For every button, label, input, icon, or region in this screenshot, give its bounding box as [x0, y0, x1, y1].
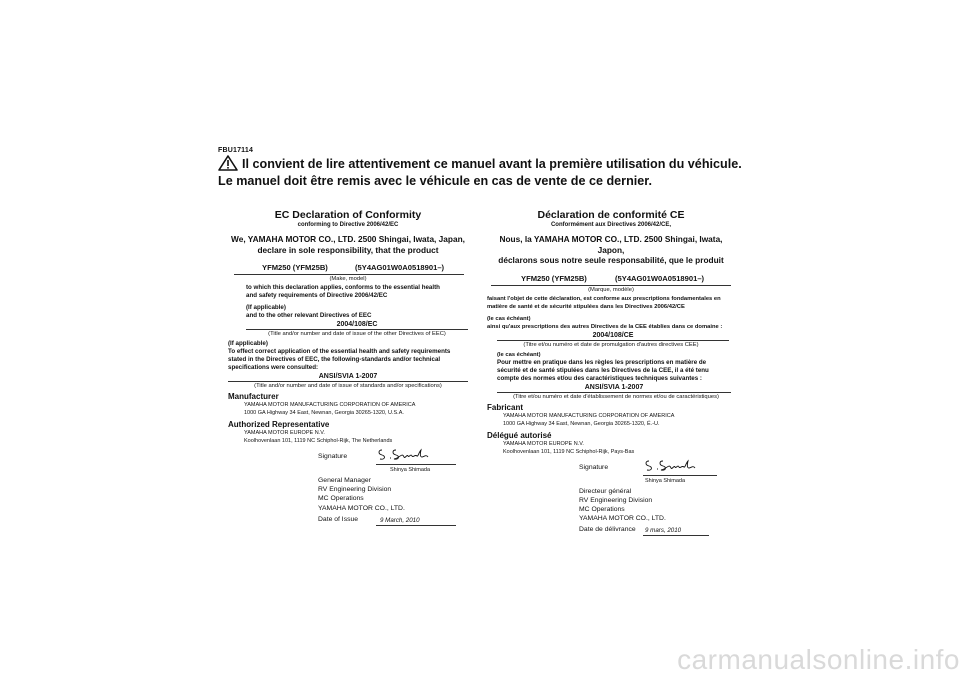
signature-row — [318, 449, 468, 467]
directive-number: 2004/108/EC — [246, 320, 468, 330]
manufacturer-heading: Fabricant — [487, 402, 524, 412]
declaration-title: EC Declaration of Conformity — [274, 209, 422, 221]
if-applicable-label: (le cas échéant) — [497, 351, 541, 358]
directive-caption: (Titre et/ou numéro et date de promulgation d'autres directives CEE) — [523, 341, 699, 348]
signature-block — [318, 449, 468, 529]
standards-paragraph: Pour mettre en pratique dans les règles les prescriptions en matière de sécurité et de santé stipulées dans les Directives de la CEE, il a été tenu compte des normes et/ou des caractéristiques techniques suivantes : — [497, 358, 709, 382]
if-applicable-label: (If applicable) — [246, 304, 286, 311]
directive-number: 2004/108/CE — [497, 331, 729, 341]
standards-paragraph: To effect correct application of the essential health and safety requirements stated in the Directives of EEC, the following-standards and/or technical specifications were consulted: — [228, 348, 451, 371]
representative-name: YAMAHA MOTOR EUROPE N.V. — [244, 430, 325, 436]
declaration-fr — [487, 209, 735, 539]
declaration-statement: Nous, la YAMAHA MOTOR CO., LTD. 2500 Shingai, Iwata, Japon, déclarons sous notre seule responsabilité, que le produit — [498, 234, 724, 265]
model-line — [234, 262, 464, 275]
warning-triangle-icon — [218, 155, 238, 171]
signature-line — [643, 475, 717, 476]
model-caption: (Make, model) — [329, 276, 367, 282]
model-vin: (5Y4AG01W0A0518901–) — [615, 273, 705, 283]
signature-line — [376, 464, 456, 465]
declaration-statement: We, YAMAHA MOTOR CO., LTD. 2500 Shingai, Iwata, Japan, declare in sole responsibility, that the product — [231, 234, 465, 255]
if-applicable-label: (le cas échéant) — [487, 315, 531, 322]
model-line — [491, 273, 731, 286]
representative-address: Koolhovenlaan 101, 1119 NC Schiphol-Rijk, Pays-Bas — [503, 448, 635, 455]
conformity-paragraph: faisant l'objet de cette déclaration, est conforme aux prescriptions fondamentales en matière de santé et de sécurité stipulées dans les Directives 2006/42/CE — [487, 295, 721, 310]
model-name: YFM250 (YFM25B) — [521, 273, 587, 283]
handwritten-signature-icon — [376, 446, 432, 462]
manufacturer-name: YAMAHA MOTOR MANUFACTURING CORPORATION OF AMERICA — [503, 412, 675, 419]
manufacturer-heading: Manufacturer — [228, 392, 279, 401]
issue-date-line — [376, 525, 456, 526]
signature-block — [579, 460, 735, 540]
directive-caption: (Title and/or number and date of issue of the other Directives of EEC) — [268, 331, 446, 337]
issue-date-row — [318, 515, 468, 529]
signatory-title: Directeur général RV Engineering Division MC Operations YAMAHA MOTOR CO., LTD. — [579, 487, 666, 523]
manufacturer-address: 1000 GA Highway 34 East, Newnan, Georgia 30265-1320, É.-U. — [503, 420, 660, 427]
representative-address: Koolhovenlaan 101, 1119 NC Schiphol-Rijk, The Netherlands — [244, 438, 393, 444]
conformity-paragraph: to which this declaration applies, conforms to the essential health and safety requirements of Directive 2006/42/EC — [246, 284, 440, 299]
signatory-title: General Manager RV Engineering Division MC Operations YAMAHA MOTOR CO., LTD. — [318, 477, 405, 512]
model-caption: (Marque, modèle) — [588, 286, 634, 293]
issue-date-label: Date de délivrance — [579, 526, 636, 534]
issue-date-label: Date of Issue — [318, 515, 359, 523]
issue-date-line — [643, 535, 709, 536]
signature-row — [579, 460, 735, 478]
model-name: YFM250 (YFM25B) — [262, 263, 328, 272]
other-directives-text: and to the other relevant Directives of EEC — [246, 312, 372, 319]
issue-date-value: 9 March, 2010 — [380, 516, 420, 524]
representative-name: YAMAHA MOTOR EUROPE N.V. — [503, 440, 584, 447]
signature-label: Signature — [579, 463, 609, 471]
declaration-subtitle: Conformément aux Directives 2006/42/CE, — [550, 222, 672, 228]
manufacturer-name: YAMAHA MOTOR MANUFACTURING CORPORATION OF AMERICA — [244, 402, 416, 408]
warning-text: Il convient de lire attentivement ce manuel avant la première utilisation du véhicule. Le manuel doit être remis avec le véhicule en cas de vente de ce dernier. — [218, 157, 742, 188]
other-directives-text: ainsi qu'aux prescriptions des autres Directives de la CEE établies dans ce domaine : — [487, 323, 723, 330]
standard-number: ANSI/SVIA 1-2007 — [228, 372, 468, 382]
issue-date-value: 9 mars, 2010 — [645, 527, 682, 535]
declaration-title: Déclaration de conformité CE — [537, 209, 685, 221]
standard-caption: (Title and/or number and date of issue of standards and/or specifications) — [254, 383, 442, 389]
issue-date-row — [579, 525, 735, 539]
standard-caption: (Titre et/ou numéro et date d'établissement de normes et/ou de caractéristiques) — [513, 393, 719, 400]
warning-notice — [218, 155, 758, 189]
model-vin: (5Y4AG01W0A0518901–) — [355, 263, 445, 272]
signatory-name: Shinya Shimada — [645, 477, 686, 484]
standard-number: ANSI/SVIA 1-2007 — [497, 383, 731, 393]
watermark: carmanualsonline.info — [677, 644, 960, 675]
document-code: FBU17114 — [218, 147, 254, 154]
representative-heading: Authorized Representative — [228, 420, 330, 429]
signatory-name: Shinya Shimada — [390, 467, 431, 473]
declaration-subtitle: conforming to Directive 2006/42/EC — [297, 222, 399, 228]
signature-label: Signature — [318, 453, 348, 460]
manufacturer-address: 1000 GA Highway 34 East, Newnan, Georgia 30265-1320, U.S.A. — [244, 410, 404, 416]
representative-heading: Délégué autorisé — [487, 430, 552, 440]
handwritten-signature-icon — [643, 457, 699, 473]
declaration-en — [228, 209, 468, 529]
if-applicable-label: (If applicable) — [228, 340, 268, 347]
